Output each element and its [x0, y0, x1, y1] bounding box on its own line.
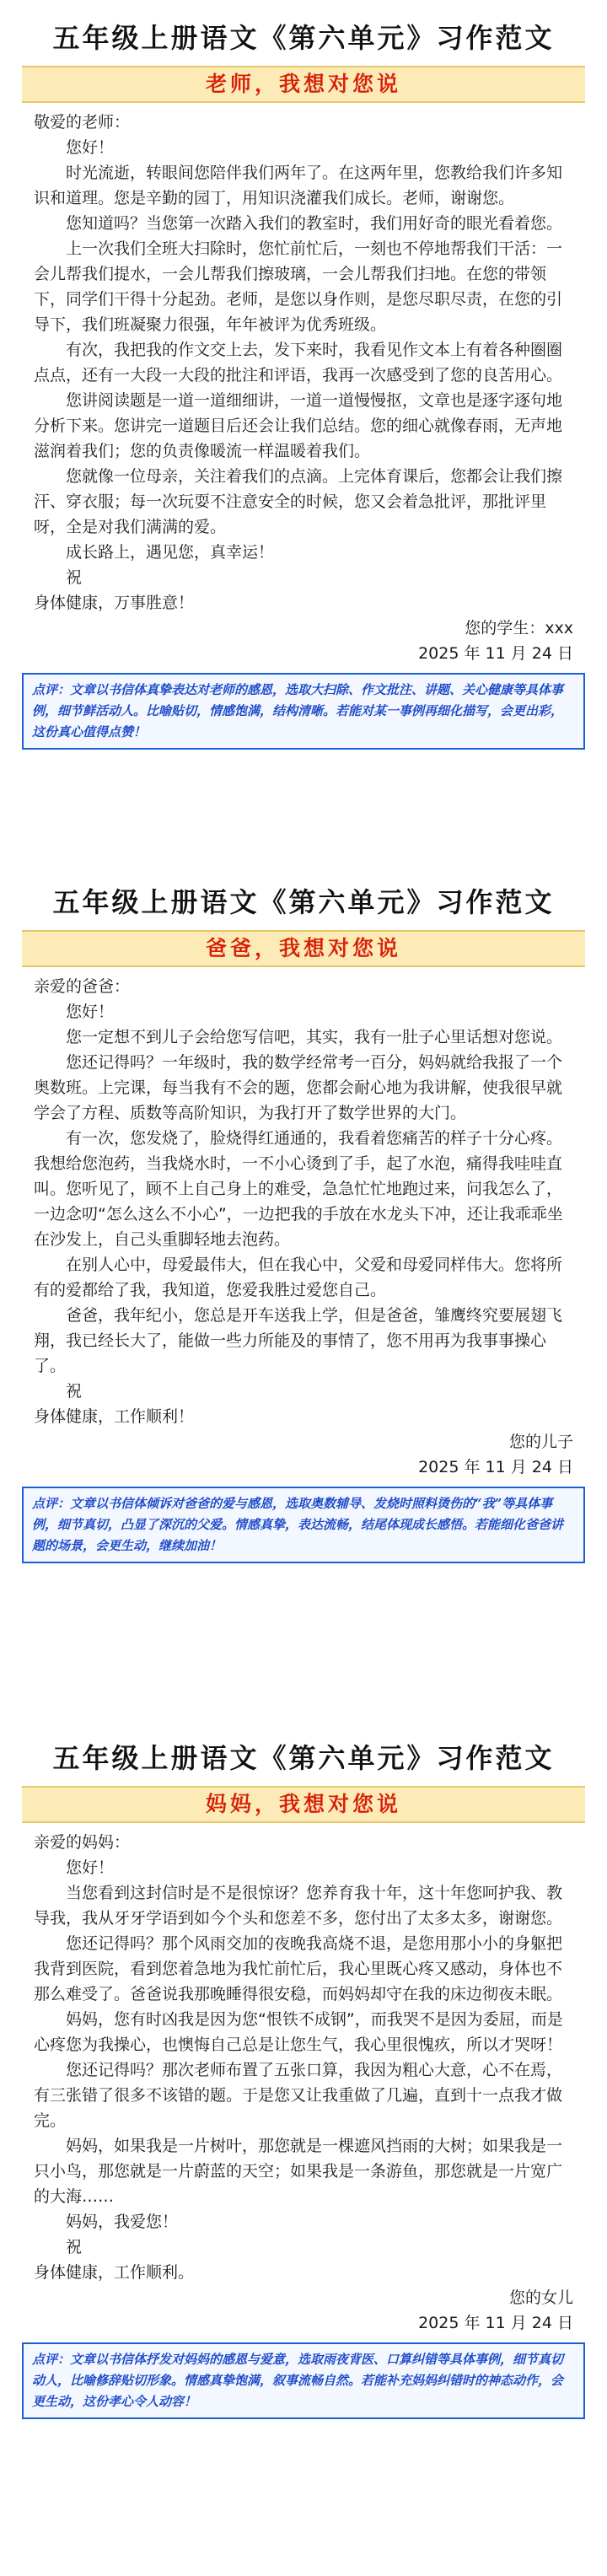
essay-mother [0, 1720, 607, 2419]
essay-title: 五年级上册语文《第六单元》习作范文 [52, 22, 555, 54]
greeting: 您好！ [66, 1858, 115, 1877]
essay-subtitle: 爸爸，我想对您说 [22, 930, 585, 967]
paragraph: 您知道吗？当您第一次踏入我们的教室时，我们用好奇的眼光看着您。 [66, 214, 563, 233]
paragraph: 当您看到这封信时是不是很惊讶？您养育我十年，这十年您呵护我、教导我，我从牙牙学语到如今个头和您差不多，您付出了太多太多，谢谢您。 [34, 1884, 563, 1928]
paragraph: 有次，我把我的作文交上去，发下来时，我看见作文本上有着各种圈圈点点，还有一大段一大段的批注和评语，我再一次感受到了您的良苦用心。 [34, 341, 563, 385]
paragraph: 爸爸，我年纪小，您总是开车送我上学，但是爸爸，雏鹰终究要展翅飞翔，我已经长大了，能做一些力所能及的事情了，您不用再为我事事操心了。 [34, 1306, 563, 1375]
closing-blessing: 身体健康，工作顺利！ [34, 1407, 195, 1426]
paragraph: 成长路上，遇见您，真幸运！ [66, 543, 275, 562]
teacher-comment [22, 2342, 585, 2419]
signature: 您的儿子 [508, 1433, 573, 1451]
essay-title: 五年级上册语文《第六单元》习作范文 [52, 1742, 555, 1774]
letter-body [0, 1823, 607, 2285]
signature: 您的女儿 [508, 2288, 573, 2307]
letter-date: 2025 年 11 月 24 日 [418, 2314, 573, 2332]
letter-date: 2025 年 11 月 24 日 [418, 644, 573, 663]
paragraph: 妈妈，如果我是一片树叶，那您就是一棵遮风挡雨的大树；如果我是一只小鸟，那您就是一片蔚蓝的天空；如果我是一条游鱼，那您就是一片宽广的大海…… [34, 2137, 563, 2206]
salutation: 亲爱的爸爸： [34, 977, 131, 996]
closing-wish: 祝 [66, 1382, 83, 1401]
letter-body [0, 967, 607, 1429]
essay-title: 五年级上册语文《第六单元》习作范文 [52, 886, 555, 918]
comment-label: 点评： [32, 1496, 71, 1511]
closing-wish: 祝 [66, 2238, 83, 2256]
paragraph: 您一定想不到儿子会给您写信吧，其实，我有一肚子心里话想对您说。 [66, 1028, 563, 1046]
comment-label: 点评： [32, 2352, 71, 2367]
essay-father [0, 864, 607, 1563]
greeting: 您好！ [66, 138, 115, 157]
letter-date: 2025 年 11 月 24 日 [418, 1458, 573, 1476]
comment-text: 文章以书信体倾诉对爸爸的爱与感恩，选取奥数辅导、发烧时照料烫伤的“我”等具体事例，细节真切，凸显了深沉的父爱。情感真挚，表达流畅，结尾体现成长感悟。若能细化爸爸讲题的场景，会更生动，继续加油！ [32, 1496, 564, 1553]
comment-label: 点评： [32, 682, 71, 697]
paragraph: 您还记得吗？一年级时，我的数学经常考一百分，妈妈就给我报了一个奥数班。上完课，每当我有不会的题，您都会耐心地为我讲解，使我很早就学会了方程、质数等高阶知识，为我打开了数学世界的大门。 [34, 1053, 563, 1122]
paragraph: 上一次我们全班大扫除时，您忙前忙后，一刻也不停地帮我们干活：一会儿帮我们提水，一会儿帮我们擦玻璃，一会儿帮我们扫地。在您的带领下，同学们干得十分起劲。老师，是您以身作则，是您尽职尽责，在您的引导下，我们班凝聚力很强，年年被评为优秀班级。 [34, 239, 563, 334]
paragraph: 您还记得吗？那个风雨交加的夜晚我高烧不退，是您用那小小的身躯把我背到医院，看到您着急地为我忙前忙后，我心里既心疼又感动，身体也不那么难受了。爸爸说我那晚睡得很安稳，而妈妈却守在我的床边彻夜未眠。 [34, 1934, 563, 2003]
comment-text: 文章以书信体真挚表达对老师的感恩，选取大扫除、作文批注、讲题、关心健康等具体事例，细节鲜活动人。比喻贴切，情感饱满，结构清晰。若能对某一事例再细化描写，会更出彩，这份真心值得点赞！ [32, 682, 564, 739]
paragraph: 在别人心中，母爱最伟大，但在我心中，父爱和母爱同样伟大。您将所有的爱都给了我，我知道，您爱我胜过爱您自己。 [34, 1256, 563, 1299]
closing-blessing: 身体健康，万事胜意！ [34, 594, 195, 612]
teacher-comment [22, 673, 585, 750]
paragraph: 时光流逝，转眼间您陪伴我们两年了。在这两年里，您教给我们许多知识和道理。您是辛勤的园丁，用知识浇灌我们成长。老师，谢谢您。 [34, 164, 563, 207]
signature: 您的学生：xxx [465, 619, 573, 637]
paragraph: 妈妈，您有时凶我是因为您“恨铁不成钢”，而我哭不是因为委屈，而是心疼您为我操心，也懊悔自己总是让您生气，我心里很愧疚，所以才哭呀！ [34, 2010, 563, 2054]
paragraph: 您就像一位母亲，关注着我们的点滴。上完体育课后，您都会让我们擦汗、穿衣服；每一次玩耍不注意安全的时候，您又会着急批评，那批评里呀，全是对我们满满的爱。 [34, 467, 563, 536]
closing-wish: 祝 [66, 568, 83, 587]
letter-body [0, 103, 607, 616]
paragraph: 妈妈，我爱您！ [66, 2213, 179, 2231]
paragraph: 您还记得吗？那次老师布置了五张口算，我因为粗心大意，心不在焉，有三张错了很多不该错的题。于是您又让我重做了几遍，直到十一点我才做完。 [34, 2061, 563, 2130]
essay-subtitle: 妈妈，我想对您说 [22, 1786, 585, 1823]
closing-blessing: 身体健康，工作顺利。 [34, 2263, 195, 2282]
paragraph: 有一次，您发烧了，脸烧得红通通的，我看着您痛苦的样子十分心疼。我想给您泡药，当我烧水时，一不小心烫到了手，起了水泡，痛得我哇哇直叫。您听见了，顾不上自己身上的难受，急急忙忙地跑过来，问我怎么了，一边念叨“怎么这么不小心”，一边把我的手放在水龙头下冲，还让我乖乖坐在沙发上，自己头重脚轻地去泡药。 [34, 1129, 563, 1249]
paragraph: 您讲阅读题是一道一道细细讲，一道一道慢慢抠，文章也是逐字逐句地分析下来。您讲完一道题目后还会让我们总结。您的细心就像春雨，无声地滋润着我们；您的负责像暖流一样温暖着我们。 [34, 391, 563, 460]
salutation: 敬爱的老师： [34, 113, 131, 132]
salutation: 亲爱的妈妈： [34, 1833, 131, 1852]
essay-teacher [0, 0, 607, 750]
teacher-comment [22, 1487, 585, 1563]
greeting: 您好！ [66, 1003, 115, 1021]
essay-subtitle: 老师，我想对您说 [22, 66, 585, 103]
comment-text: 文章以书信体抒发对妈妈的感恩与爱意，选取雨夜背医、口算纠错等具体事例，细节真切动人，比喻修辞贴切形象。情感真挚饱满，叙事流畅自然。若能补充妈妈纠错时的神态动作，会更生动，这份孝心令人动容！ [32, 2352, 564, 2409]
